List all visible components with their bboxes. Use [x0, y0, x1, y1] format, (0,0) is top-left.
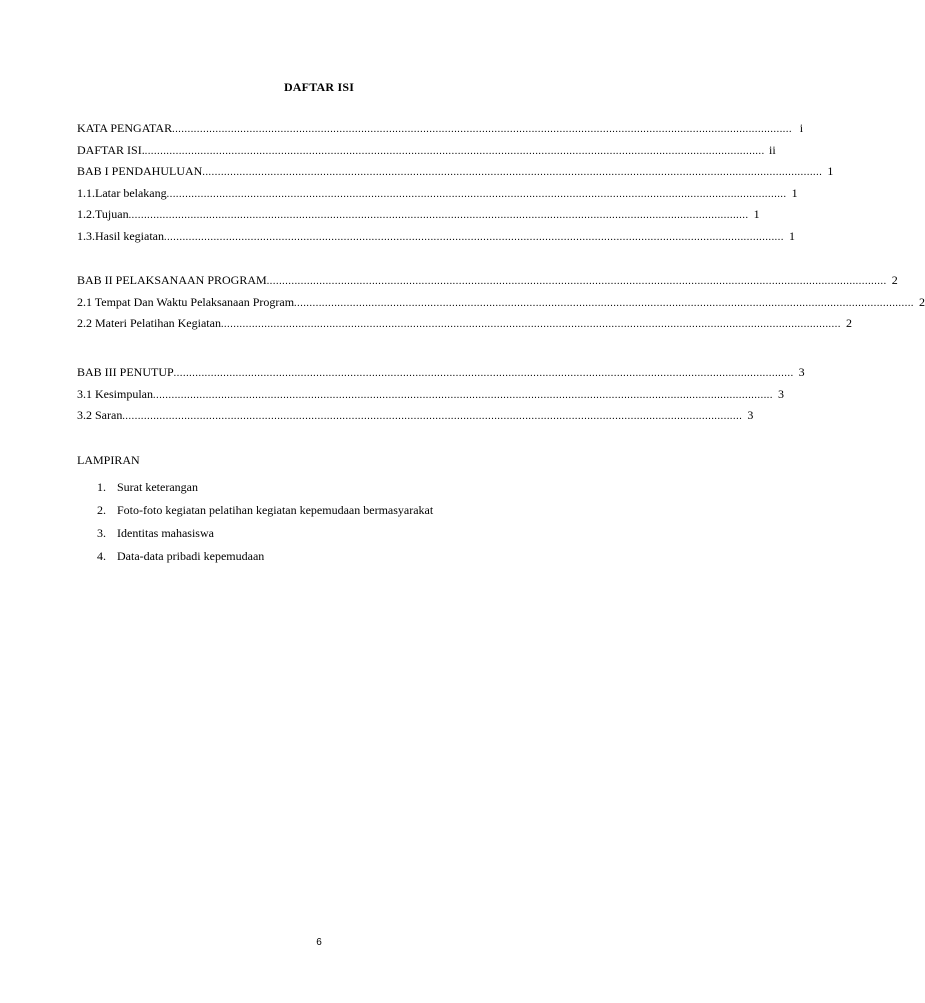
toc-row [77, 384, 784, 406]
toc-leader-dots: ........................................................................................................................................................................................................ [294, 297, 915, 309]
toc-leader-dots: ........................................................................................................................................................................................................ [220, 319, 841, 330]
lampiran-item-text: Foto-foto kegiatan pelatihan kegiatan kepemudaan bermasyarakat [117, 503, 434, 517]
lampiran-heading: LAMPIRAN [77, 453, 140, 467]
toc-leader-dots: ........................................................................................................................................................................................................ [166, 188, 787, 200]
toc-entry-page: 1 [753, 207, 760, 221]
toc-entry-label: 1.1.Latar belakang [77, 185, 167, 200]
toc-entry-label: BAB II PELAKSANAAN PROGRAM [77, 273, 267, 287]
toc-leader-dots: ........................................................................................................................................................................................................ [266, 276, 887, 287]
toc-entry-page: 3 [747, 408, 754, 422]
lampiran-item [97, 499, 433, 522]
toc-leader-dots: ........................................................................................................................................................................................................ [128, 210, 749, 221]
toc-entry-label: 3.2 Saran [77, 408, 123, 422]
toc-entry-page: 2 [919, 294, 925, 309]
toc-leader-dots: ........................................................................................................................................................................................................ [122, 411, 743, 422]
toc-entry-label: KATA PENGATAR [77, 121, 173, 135]
lampiran-list [97, 476, 433, 568]
lampiran-item-number: 3. [97, 526, 106, 540]
page-title: DAFTAR ISI [283, 80, 355, 94]
toc-entry-page: ii [769, 142, 776, 157]
lampiran-item-number: 2. [97, 503, 106, 517]
toc-entry-page: i [799, 121, 804, 135]
toc-entry-label: BAB III PENUTUP [77, 365, 174, 379]
toc-group-closing [77, 362, 805, 427]
page-number: 6 [316, 937, 322, 948]
toc-entry-label: DAFTAR ISI. [77, 142, 145, 157]
toc-row [77, 270, 898, 292]
toc-row [77, 226, 795, 248]
toc-entry-label: BAB I PENDAHULUAN [77, 164, 203, 178]
toc-entry-label: 2.1 Tempat Dan Waktu Pelaksanaan Program [77, 294, 295, 309]
toc-entry-page: 1 [791, 185, 798, 200]
toc-entry-page: 1 [788, 228, 795, 243]
lampiran-item [97, 522, 433, 545]
toc-row [77, 118, 804, 140]
lampiran-item-text: Identitas mahasiswa [117, 526, 214, 540]
toc-row [77, 161, 834, 183]
lampiran-item-text: Surat keterangan [117, 480, 198, 494]
toc-entry-page: 3 [798, 365, 805, 379]
lampiran-item [97, 476, 433, 499]
toc-entry-page: 3 [778, 386, 784, 401]
toc-row [77, 292, 925, 314]
lampiran-item-number: 4. [97, 549, 106, 563]
lampiran-item [97, 545, 433, 568]
toc-entry-page: 2 [891, 273, 898, 287]
lampiran-item-number: 1. [97, 480, 106, 494]
toc-row [77, 405, 754, 427]
toc-group-program [77, 270, 925, 335]
toc-leader-dots: ........................................................................................................................................................................................................ [173, 368, 794, 379]
lampiran-item-text: Data-data pribadi kepemudaan [117, 549, 265, 563]
toc-entry-label: 1.2.Tujuan [77, 207, 129, 221]
toc-entry-label: 1.3.Hasil kegiatan [77, 228, 164, 243]
toc-leader-dots: ........................................................................................................................................................................................................ [163, 231, 784, 243]
toc-group-introduction [77, 118, 834, 247]
toc-entry-label: 2.2 Materi Pelatihan Kegiatan [77, 316, 221, 330]
toc-row [77, 362, 805, 384]
toc-row [77, 204, 760, 226]
toc-entry-page: 1 [827, 164, 834, 178]
toc-entry-label: 3.1 Kesimpulan [77, 386, 153, 401]
toc-row [77, 313, 852, 335]
toc-entry-page: 2 [845, 316, 852, 330]
toc-row [77, 140, 776, 162]
toc-leader-dots: ........................................................................................................................................................................................................ [153, 389, 773, 401]
toc-leader-dots: ........................................................................................................................................................................................................ [172, 124, 793, 135]
toc-leader-dots: ........................................................................................................................................................................................................ [202, 167, 823, 178]
toc-leader-dots: ........................................................................................................................................................................................................ [144, 145, 765, 157]
toc-row [77, 183, 798, 205]
